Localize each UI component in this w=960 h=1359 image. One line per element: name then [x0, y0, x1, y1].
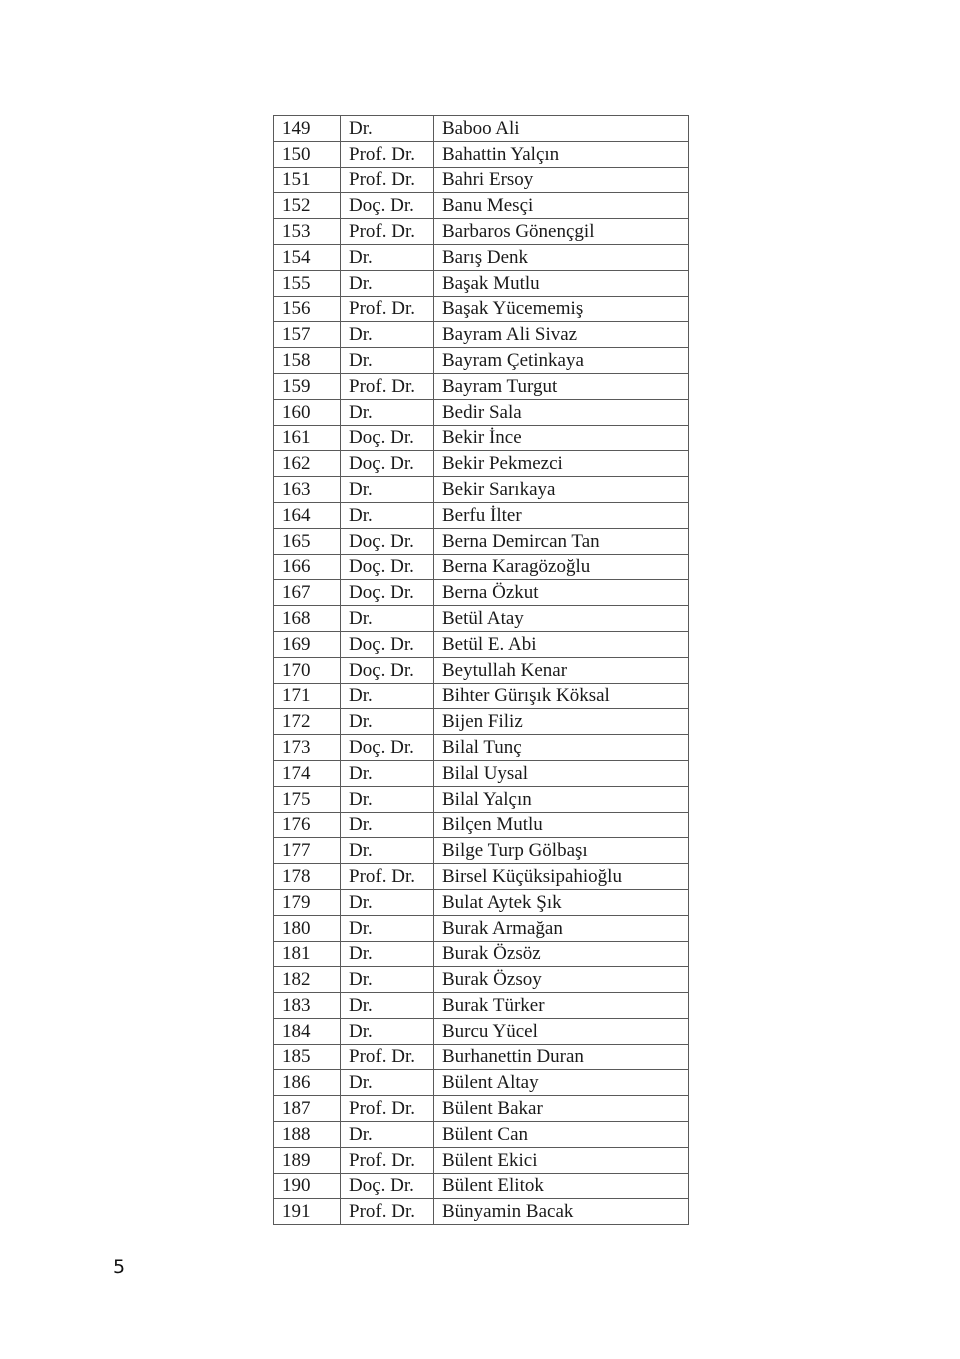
academic-title-cell: Dr. [341, 915, 434, 941]
row-number-cell: 156 [274, 296, 341, 322]
table-row [274, 993, 689, 1019]
row-number-cell: 162 [274, 451, 341, 477]
academic-title-cell: Dr. [341, 244, 434, 270]
person-name-cell: Bülent Can [434, 1122, 689, 1148]
table-row [274, 270, 689, 296]
row-number-cell: 189 [274, 1147, 341, 1173]
row-number-cell: 169 [274, 631, 341, 657]
table-row [274, 838, 689, 864]
academic-title-cell: Doç. Dr. [341, 193, 434, 219]
person-name-cell: Beytullah Kenar [434, 657, 689, 683]
row-number-cell: 167 [274, 580, 341, 606]
academic-title-cell: Prof. Dr. [341, 296, 434, 322]
table-row [274, 657, 689, 683]
person-name-cell: Bayram Ali Sivaz [434, 322, 689, 348]
person-name-cell: Burhanettin Duran [434, 1044, 689, 1070]
person-name-cell: Baboo Ali [434, 116, 689, 142]
row-number-cell: 151 [274, 167, 341, 193]
academic-title-cell: Dr. [341, 477, 434, 503]
person-name-cell: Barış Denk [434, 244, 689, 270]
table-row [274, 193, 689, 219]
row-number-cell: 149 [274, 116, 341, 142]
table-row [274, 967, 689, 993]
academic-title-cell: Dr. [341, 399, 434, 425]
academic-title-cell: Doç. Dr. [341, 1173, 434, 1199]
table-row [274, 451, 689, 477]
table-row [274, 373, 689, 399]
row-number-cell: 190 [274, 1173, 341, 1199]
row-number-cell: 184 [274, 1018, 341, 1044]
row-number-cell: 152 [274, 193, 341, 219]
person-name-cell: Berna Karagözoğlu [434, 554, 689, 580]
academic-title-cell: Dr. [341, 348, 434, 374]
academic-title-cell: Dr. [341, 786, 434, 812]
row-number-cell: 178 [274, 864, 341, 890]
academic-title-cell: Dr. [341, 502, 434, 528]
table-row [274, 554, 689, 580]
table-row [274, 735, 689, 761]
table-row [274, 1122, 689, 1148]
table-row [274, 502, 689, 528]
row-number-cell: 191 [274, 1199, 341, 1225]
row-number-cell: 160 [274, 399, 341, 425]
academic-title-cell: Dr. [341, 1018, 434, 1044]
table-row [274, 709, 689, 735]
table-row [274, 528, 689, 554]
row-number-cell: 188 [274, 1122, 341, 1148]
person-name-cell: Bedir Sala [434, 399, 689, 425]
academic-title-cell: Dr. [341, 606, 434, 632]
row-number-cell: 150 [274, 141, 341, 167]
person-name-cell: Bülent Bakar [434, 1096, 689, 1122]
row-number-cell: 175 [274, 786, 341, 812]
table-row [274, 631, 689, 657]
row-number-cell: 171 [274, 683, 341, 709]
person-name-cell: Betül E. Abi [434, 631, 689, 657]
academic-title-cell: Dr. [341, 683, 434, 709]
person-name-cell: Bilal Tunç [434, 735, 689, 761]
table-row [274, 244, 689, 270]
person-name-cell: Bekir Sarıkaya [434, 477, 689, 503]
table-row [274, 322, 689, 348]
table-row [274, 477, 689, 503]
person-name-cell: Burak Türker [434, 993, 689, 1019]
signatory-table [273, 115, 689, 1225]
row-number-cell: 174 [274, 760, 341, 786]
academic-title-cell: Dr. [341, 993, 434, 1019]
table-row [274, 1018, 689, 1044]
row-number-cell: 172 [274, 709, 341, 735]
academic-title-cell: Dr. [341, 1122, 434, 1148]
person-name-cell: Berna Demircan Tan [434, 528, 689, 554]
academic-title-cell: Prof. Dr. [341, 141, 434, 167]
row-number-cell: 155 [274, 270, 341, 296]
table-row [274, 1147, 689, 1173]
table-row [274, 1173, 689, 1199]
row-number-cell: 153 [274, 219, 341, 245]
person-name-cell: Betül Atay [434, 606, 689, 632]
row-number-cell: 157 [274, 322, 341, 348]
person-name-cell: Bünyamin Bacak [434, 1199, 689, 1225]
academic-title-cell: Prof. Dr. [341, 1147, 434, 1173]
table-row [274, 889, 689, 915]
row-number-cell: 170 [274, 657, 341, 683]
academic-title-cell: Dr. [341, 270, 434, 296]
row-number-cell: 183 [274, 993, 341, 1019]
person-name-cell: Bulat Aytek Şık [434, 889, 689, 915]
person-name-cell: Bilçen Mutlu [434, 812, 689, 838]
row-number-cell: 173 [274, 735, 341, 761]
table-row [274, 941, 689, 967]
academic-title-cell: Prof. Dr. [341, 1199, 434, 1225]
table-row [274, 219, 689, 245]
academic-title-cell: Prof. Dr. [341, 1044, 434, 1070]
person-name-cell: Bilal Yalçın [434, 786, 689, 812]
row-number-cell: 185 [274, 1044, 341, 1070]
page-number: 5 [113, 1256, 126, 1278]
academic-title-cell: Prof. Dr. [341, 219, 434, 245]
row-number-cell: 186 [274, 1070, 341, 1096]
academic-title-cell: Dr. [341, 709, 434, 735]
table-row [274, 296, 689, 322]
row-number-cell: 180 [274, 915, 341, 941]
row-number-cell: 177 [274, 838, 341, 864]
table-row [274, 1096, 689, 1122]
academic-title-cell: Doç. Dr. [341, 528, 434, 554]
row-number-cell: 181 [274, 941, 341, 967]
academic-title-cell: Dr. [341, 322, 434, 348]
person-name-cell: Birsel Küçüksipahioğlu [434, 864, 689, 890]
academic-title-cell: Dr. [341, 838, 434, 864]
academic-title-cell: Doç. Dr. [341, 735, 434, 761]
academic-title-cell: Doç. Dr. [341, 631, 434, 657]
person-name-cell: Bülent Ekici [434, 1147, 689, 1173]
table-row [274, 116, 689, 142]
person-name-cell: Bijen Filiz [434, 709, 689, 735]
row-number-cell: 165 [274, 528, 341, 554]
person-name-cell: Bilge Turp Gölbaşı [434, 838, 689, 864]
table-row [274, 812, 689, 838]
table-row [274, 786, 689, 812]
person-name-cell: Barbaros Gönençgil [434, 219, 689, 245]
signatory-table-body [274, 116, 689, 1225]
person-name-cell: Bilal Uysal [434, 760, 689, 786]
academic-title-cell: Dr. [341, 967, 434, 993]
academic-title-cell: Dr. [341, 941, 434, 967]
row-number-cell: 168 [274, 606, 341, 632]
academic-title-cell: Doç. Dr. [341, 425, 434, 451]
row-number-cell: 187 [274, 1096, 341, 1122]
person-name-cell: Berna Özkut [434, 580, 689, 606]
person-name-cell: Berfu İlter [434, 502, 689, 528]
academic-title-cell: Dr. [341, 812, 434, 838]
person-name-cell: Bekir Pekmezci [434, 451, 689, 477]
person-name-cell: Bayram Çetinkaya [434, 348, 689, 374]
person-name-cell: Bihter Gürışık Köksal [434, 683, 689, 709]
person-name-cell: Burcu Yücel [434, 1018, 689, 1044]
table-row [274, 348, 689, 374]
person-name-cell: Bülent Elitok [434, 1173, 689, 1199]
academic-title-cell: Doç. Dr. [341, 554, 434, 580]
table-row [274, 167, 689, 193]
academic-title-cell: Dr. [341, 889, 434, 915]
table-row [274, 864, 689, 890]
table-row [274, 580, 689, 606]
person-name-cell: Banu Mesçi [434, 193, 689, 219]
row-number-cell: 179 [274, 889, 341, 915]
academic-title-cell: Doç. Dr. [341, 451, 434, 477]
person-name-cell: Bahattin Yalçın [434, 141, 689, 167]
person-name-cell: Burak Armağan [434, 915, 689, 941]
person-name-cell: Burak Özsoy [434, 967, 689, 993]
table-row [274, 683, 689, 709]
person-name-cell: Bülent Altay [434, 1070, 689, 1096]
person-name-cell: Başak Yücememiş [434, 296, 689, 322]
row-number-cell: 161 [274, 425, 341, 451]
row-number-cell: 164 [274, 502, 341, 528]
table-row [274, 1199, 689, 1225]
row-number-cell: 154 [274, 244, 341, 270]
table-row [274, 606, 689, 632]
academic-title-cell: Prof. Dr. [341, 167, 434, 193]
academic-title-cell: Doç. Dr. [341, 580, 434, 606]
row-number-cell: 166 [274, 554, 341, 580]
academic-title-cell: Doç. Dr. [341, 657, 434, 683]
row-number-cell: 163 [274, 477, 341, 503]
table-row [274, 760, 689, 786]
table-row [274, 425, 689, 451]
academic-title-cell: Prof. Dr. [341, 1096, 434, 1122]
academic-title-cell: Dr. [341, 1070, 434, 1096]
table-row [274, 1070, 689, 1096]
academic-title-cell: Prof. Dr. [341, 864, 434, 890]
table-row [274, 1044, 689, 1070]
academic-title-cell: Dr. [341, 760, 434, 786]
row-number-cell: 159 [274, 373, 341, 399]
table-row [274, 915, 689, 941]
row-number-cell: 176 [274, 812, 341, 838]
academic-title-cell: Dr. [341, 116, 434, 142]
person-name-cell: Bahri Ersoy [434, 167, 689, 193]
table-row [274, 399, 689, 425]
row-number-cell: 182 [274, 967, 341, 993]
table-row [274, 141, 689, 167]
person-name-cell: Burak Özsöz [434, 941, 689, 967]
academic-title-cell: Prof. Dr. [341, 373, 434, 399]
row-number-cell: 158 [274, 348, 341, 374]
person-name-cell: Bekir İnce [434, 425, 689, 451]
person-name-cell: Bayram Turgut [434, 373, 689, 399]
person-name-cell: Başak Mutlu [434, 270, 689, 296]
